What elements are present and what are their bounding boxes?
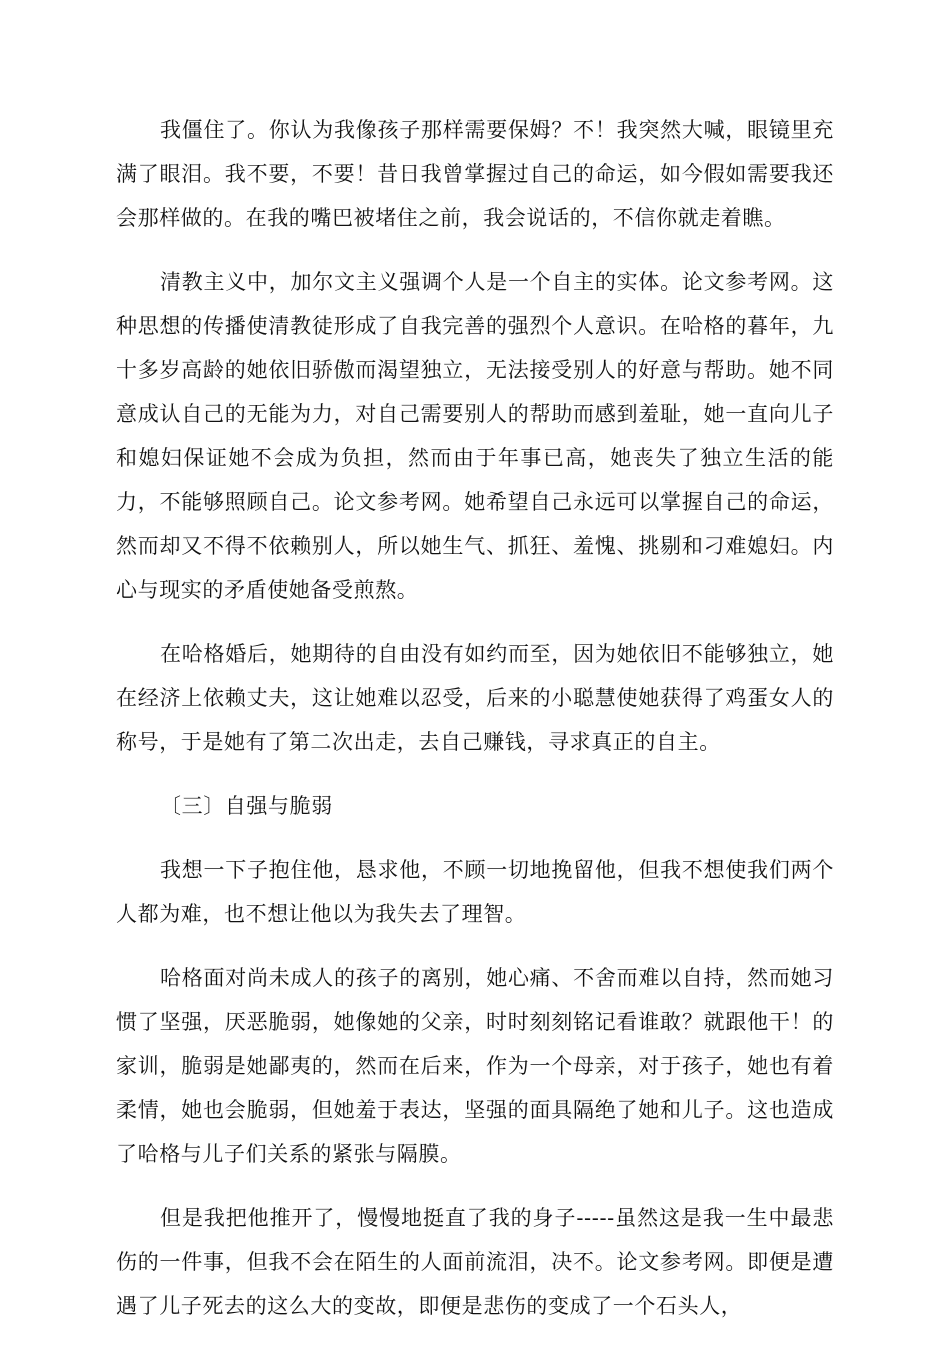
paragraph-5: 哈格面对尚未成人的孩子的离别，她心痛、不舍而难以自持，然而她习惯了坚强，厌恶脆弱，她像她的父亲，时时刻刻铭记看谁敢？就跟他干！的家训，脆弱是她鄙夷的，然而在后来，作为一个母亲，对于孩子，她也有着柔情，她也会脆弱，但她羞于表达，坚强的面具隔绝了她和儿子。这也造成了哈格与儿子们关系的紧张与隔膜。 bbox=[116, 966, 834, 1166]
section-heading: 〔三〕自强与脆弱 bbox=[160, 794, 333, 818]
paragraph-1: 我僵住了。你认为我像孩子那样需要保姆？不！我突然大喊，眼镜里充满了眼泪。我不要，不要！昔日我曾掌握过自己的命运，如今假如需要我还会那样做的。在我的嘴巴被堵住之前，我会说话的，不信你就走着瞧。 bbox=[116, 118, 834, 230]
paragraph-4: 我想一下子抱住他，恳求他，不顾一切地挽留他，但我不想使我们两个人都为难，也不想让他以为我失去了理智。 bbox=[116, 858, 834, 926]
document-body bbox=[116, 108, 834, 1348]
paragraph-2: 清教主义中，加尔文主义强调个人是一个自主的实体。论文参考网。这种思想的传播使清教徒形成了自我完善的强烈个人意识。在哈格的暮年，九十多岁高龄的她依旧骄傲而渴望独立，无法接受别人的好意与帮助。她不同意成认自己的无能为力，对自己需要别人的帮助而感到羞耻，她一直向儿子和媳妇保证她不会成为负担，然而由于年事已高，她丧失了独立生活的能力，不能够照顾自己。论文参考网。她希望自己永远可以掌握自己的命运，然而却又不得不依赖别人，所以她生气、抓狂、羞愧、挑剔和刁难媳妇。内心与现实的矛盾使她备受煎熬。 bbox=[116, 270, 834, 602]
paragraph-6: 但是我把他推开了，慢慢地挺直了我的身子-----虽然这是我一生中最悲伤的一件事，但我不会在陌生的人面前流泪，决不。论文参考网。即便是遭遇了儿子死去的这么大的变故，即便是悲伤的变成了一个石头人， bbox=[116, 1206, 834, 1318]
paragraph-3: 在哈格婚后，她期待的自由没有如约而至，因为她依旧不能够独立，她在经济上依赖丈夫，这让她难以忍受，后来的小聪慧使她获得了鸡蛋女人的称号，于是她有了第二次出走，去自己赚钱，寻求真正的自主。 bbox=[116, 642, 834, 754]
